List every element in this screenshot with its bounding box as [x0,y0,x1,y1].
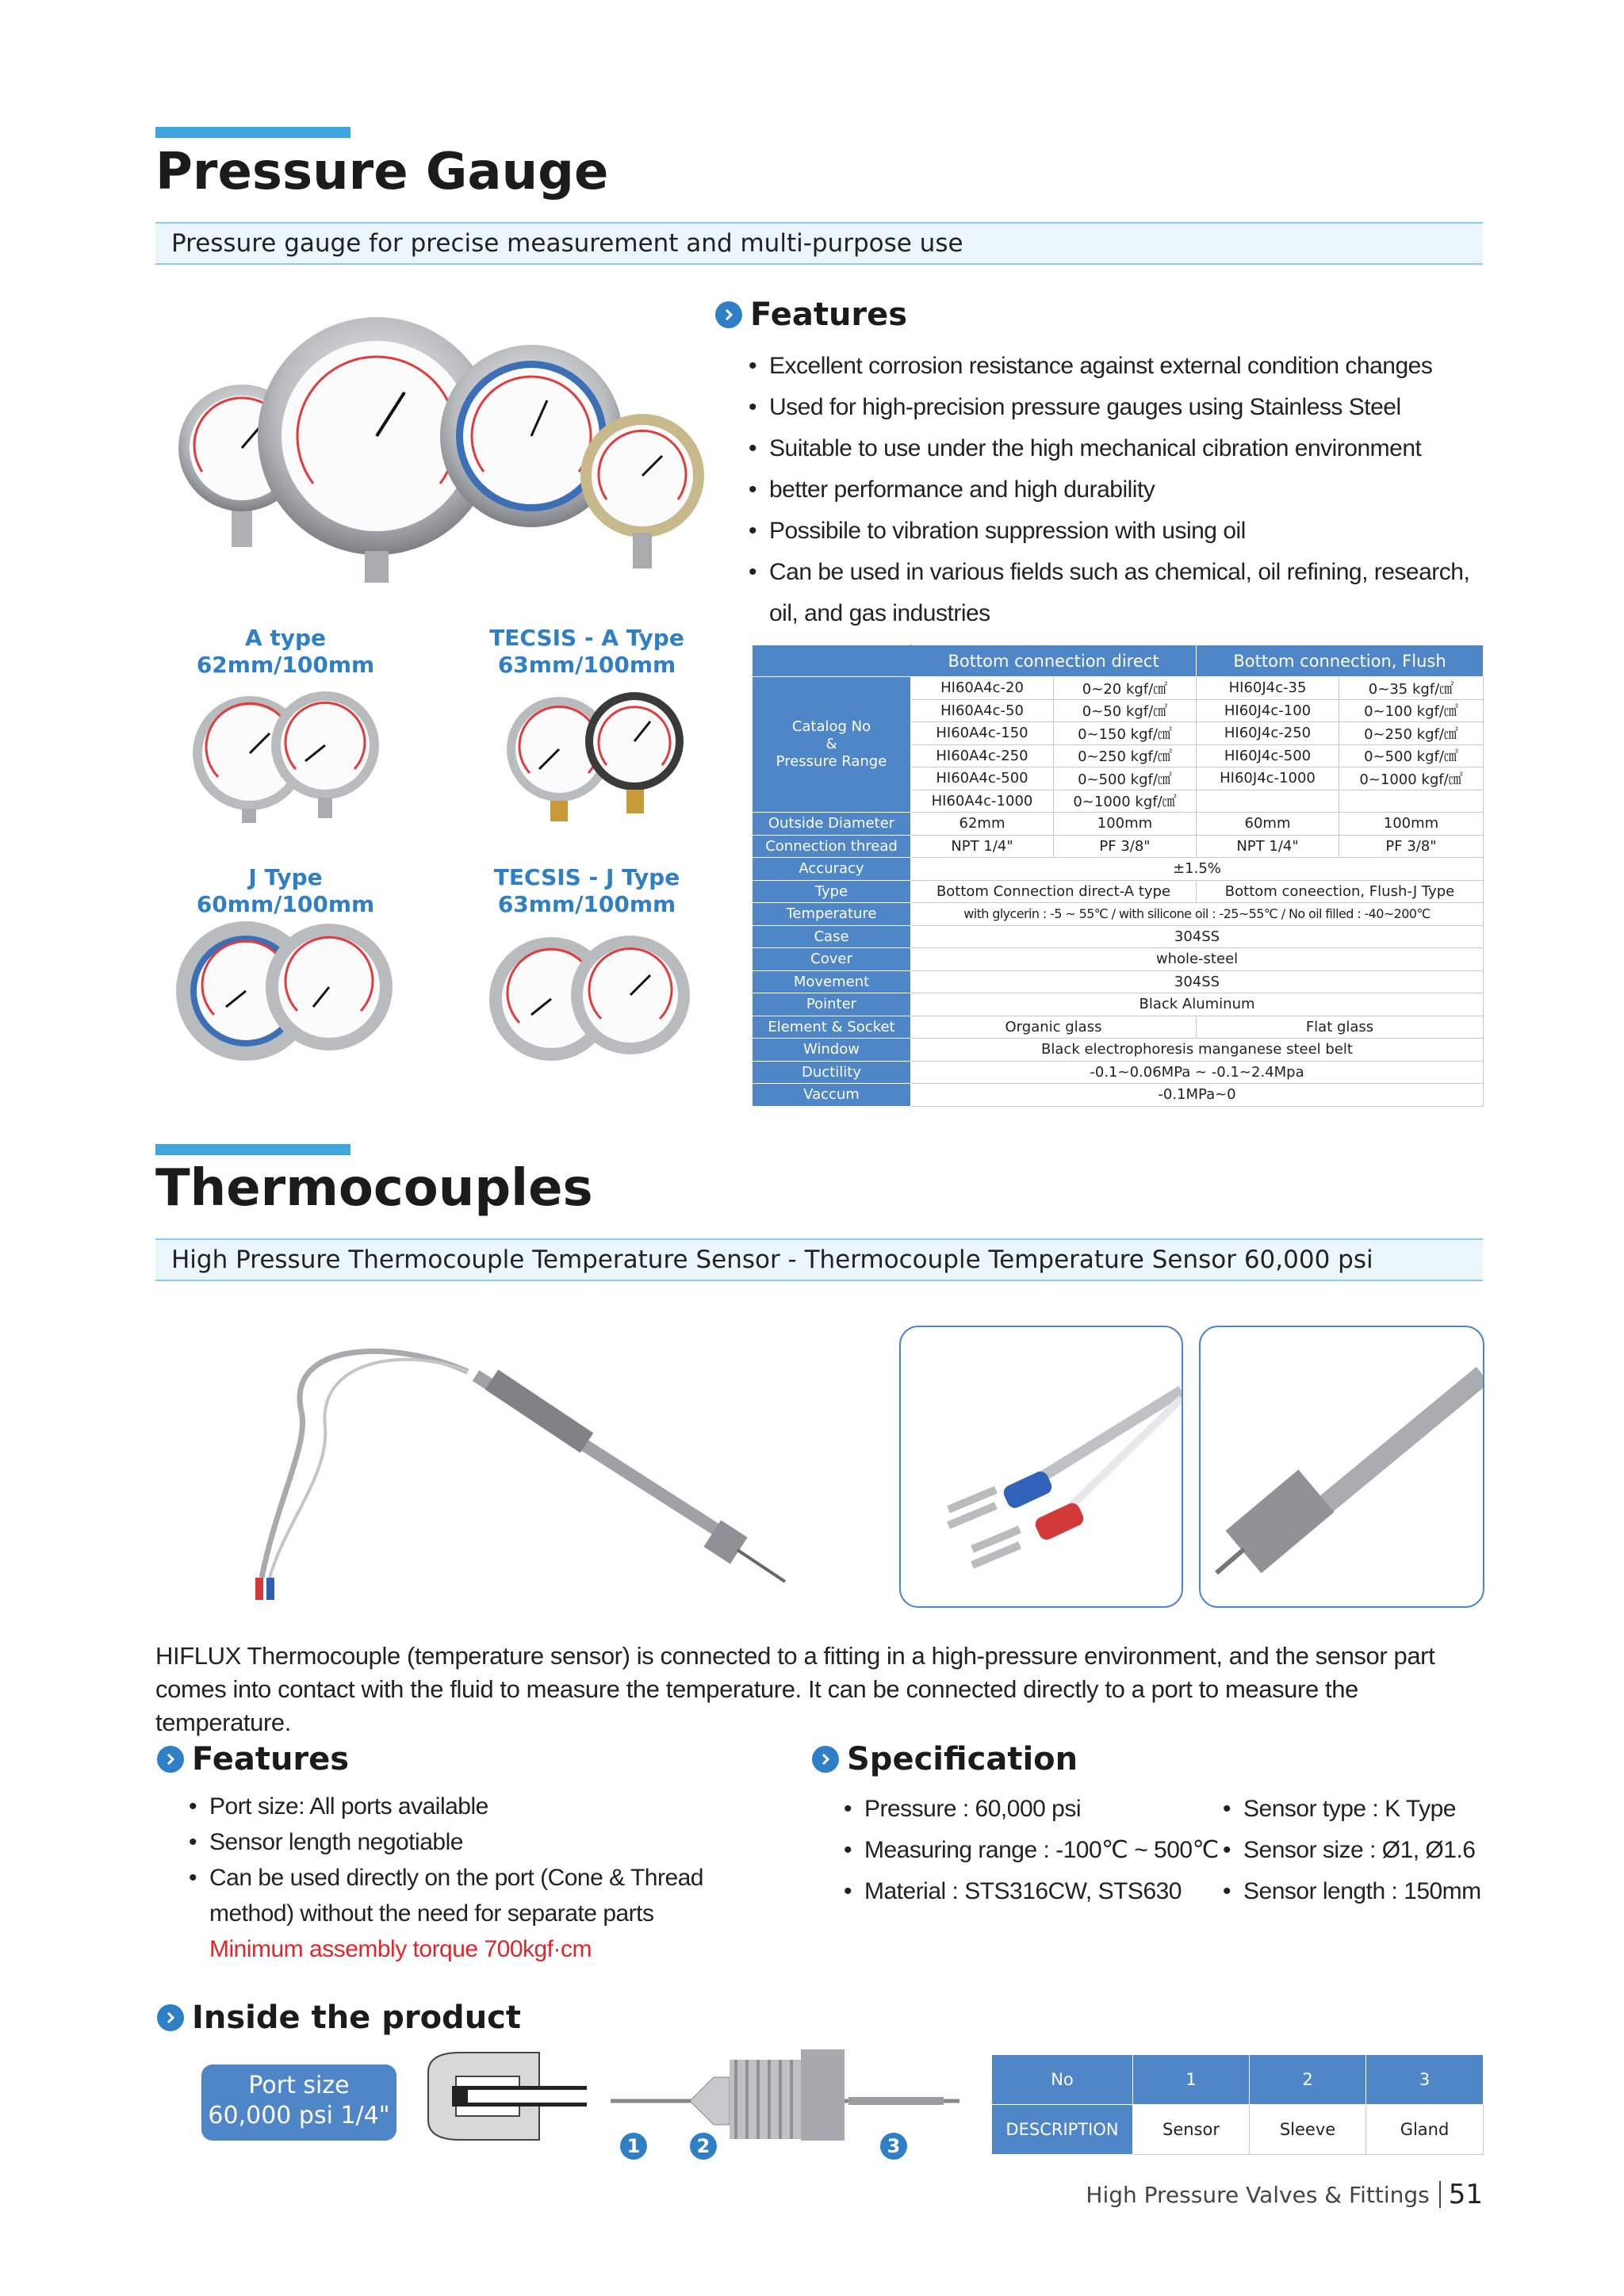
table-cell: Flat glass [1197,1016,1484,1039]
table-cell: Sensor [1133,2105,1250,2155]
list-item: • Can be used directly on the port (Cone & Thread method) without the need for separate parts Minimum assembly torque 700kgf·cm [189,1860,791,1967]
table-cell: Organic glass [911,1016,1197,1039]
list-item: • Can be used in various fields such as chemical, oil refining, research, oil, and gas industries [749,552,1486,634]
footer-divider [1439,2181,1441,2208]
page-footer [1086,2179,1483,2210]
list-item: • Measuring range : -100℃ ~ 500℃ [844,1830,1224,1871]
part-number-badge: 2 [690,2133,717,2160]
table-cell: 0~20 kgf/㎠ [1054,677,1197,700]
thermo-spec-heading: Specification [812,1741,1078,1777]
table-cell: HI60A4c-20 [911,677,1054,700]
thermo-title: Thermocouples [155,1159,593,1218]
thermo-description: HIFLUX Thermocouple (temperature sensor) is connected to a fitting in a high-pressure environment, and the sensor part comes into contact with the fluid to measure the temperature. It can be connected directly to a port to measure the temperature. [155,1642,1435,1736]
sensor-fitting-image [1201,1327,1483,1606]
column-header: Bottom connection, Flush [1197,645,1484,677]
gauge-label-tecsis-a-type: TECSIS - A Type 63mm/100mm [489,625,684,678]
chevron-right-icon [157,2004,184,2031]
list-item: • Pressure : 60,000 psi [844,1789,1224,1830]
row-label: Ductility [753,1061,911,1084]
gauge-label-tecsis-j-type: TECSIS - J Type 63mm/100mm [493,864,680,917]
pressure-features-list [749,346,1486,634]
table-cell [1339,790,1484,813]
thermo-features-list [189,1789,791,1967]
list-item: • better performance and high durability [749,469,1486,511]
chevron-right-icon [715,301,742,328]
table-cell: 0~1000 kgf/㎠ [1054,790,1197,813]
row-label: Pointer [753,993,911,1016]
table-cell: 304SS [911,970,1484,993]
thermo-features-heading: Features [157,1741,349,1777]
table-cell: Gland [1366,2105,1484,2155]
table-cell: 100mm [1054,813,1197,836]
table-cell: -0.1MPa~0 [911,1084,1484,1107]
pressure-subtitle: Pressure gauge for precise measurement and multi-purpose use [155,222,1483,265]
pressure-features-heading: Features [715,297,907,333]
thermo-subtitle: High Pressure Thermocouple Temperature Sensor - Thermocouple Temperature Sensor 60,000 psi [155,1238,1483,1281]
pressure-gauge-group-photo [167,317,706,587]
table-cell: 0~50 kgf/㎠ [1054,699,1197,722]
table-cell: 60mm [1197,813,1339,836]
row-label: Case [753,925,911,948]
column-header: 1 [1133,2055,1250,2105]
chevron-right-icon [157,1746,184,1773]
part-number-badge: 3 [880,2133,907,2160]
fitting-cutaway-drawing [420,2049,587,2144]
list-item: • Suitable to use under the high mechanical cibration environment [749,428,1486,469]
table-cell: 0~35 kgf/㎠ [1339,677,1484,700]
table-cell: 0~500 kgf/㎠ [1339,744,1484,767]
row-label: Type [753,880,911,903]
list-item: • Port size: All ports available [189,1789,791,1824]
list-item: • Possibile to vibration suppression with using oil [749,511,1486,552]
list-item: • Material : STS316CW, STS630 [844,1871,1224,1912]
list-item: • Sensor length : 150mm [1223,1871,1484,1912]
list-item: • Sensor type : K Type [1223,1789,1484,1830]
table-cell: 0~150 kgf/㎠ [1054,722,1197,745]
table-cell: NPT 1/4" [911,835,1054,858]
footer-text: High Pressure Valves & Fittings [1086,2181,1430,2208]
thermo-accent-bar [155,1144,350,1155]
tecsis-j-type-gauge-photo [484,928,698,1070]
thermocouple-photo [238,1316,809,1609]
column-header: 3 [1366,2055,1484,2105]
table-cell: 62mm [911,813,1054,836]
list-item: • Sensor length negotiable [189,1824,791,1860]
table-cell: 0~500 kgf/㎠ [1054,767,1197,790]
torque-note: Minimum assembly torque 700kgf·cm [209,1936,592,1962]
row-label: Outside Diameter [753,813,911,836]
table-cell: ±1.5% [911,858,1484,881]
table-cell: NPT 1/4" [1197,835,1339,858]
table-cell: HI60J4c-1000 [1197,767,1339,790]
row-label: Accuracy [753,858,911,881]
table-cell: HI60A4c-1000 [911,790,1054,813]
table-cell: with glycerin : -5 ~ 55℃ / with silicone oil : -25~55℃ / No oil filled : -40~200℃ [911,903,1484,926]
page-number: 51 [1448,2179,1483,2210]
column-header: 2 [1250,2055,1366,2105]
table-cell: HI60A4c-500 [911,767,1054,790]
table-cell: 0~250 kgf/㎠ [1339,722,1484,745]
inside-product-heading: Inside the product [157,1999,521,2036]
table-cell: Bottom Connection direct-A type [911,880,1197,903]
table-cell: Bottom coneection, Flush-J Type [1197,880,1484,903]
a-type-gauge-photo [186,690,385,825]
table-cell: 0~100 kgf/㎠ [1339,699,1484,722]
row-label: Temperature [753,903,911,926]
chevron-right-icon [812,1746,839,1773]
j-type-gauge-photo [174,912,396,1070]
table-cell: Sleeve [1250,2105,1366,2155]
thermocouple-detail-photo-2 [1199,1326,1484,1608]
table-cell: -0.1~0.06MPa ~ -0.1~2.4Mpa [911,1061,1484,1084]
thermocouple-detail-photo-1 [899,1326,1183,1608]
column-header: Bottom connection direct [911,645,1197,677]
parts-table [991,2054,1484,2155]
table-cell: 304SS [911,925,1484,948]
row-label: Movement [753,970,911,993]
tecsis-a-type-gauge-photo [492,690,690,825]
list-item: • Excellent corrosion resistance against external condition changes [749,346,1486,387]
table-cell: Black Aluminum [911,993,1484,1016]
terminal-connector-image [901,1327,1182,1606]
table-cell: 100mm [1339,813,1484,836]
pressure-accent-bar [155,127,350,138]
table-cell: HI60A4c-50 [911,699,1054,722]
table-cell: whole-steel [911,948,1484,971]
table-cell: HI60A4c-150 [911,722,1054,745]
list-item: • Used for high-precision pressure gauges using Stainless Steel [749,387,1486,428]
thermo-spec-left-list [844,1789,1224,1912]
table-cell [1197,790,1339,813]
gauge-label-j-type: J Type 60mm/100mm [196,864,375,917]
part-number-badge: 1 [620,2133,647,2160]
table-cell: Black electrophoresis manganese steel belt [911,1039,1484,1062]
row-label: Element & Socket [753,1016,911,1039]
exploded-parts-drawing [611,2045,959,2149]
pressure-spec-table [752,645,1484,1107]
row-label-catalog: Catalog No & Pressure Range [753,677,911,813]
table-cell: HI60J4c-35 [1197,677,1339,700]
row-label: Vaccum [753,1084,911,1107]
column-header: No [992,2055,1133,2105]
table-cell: PF 3/8" [1339,835,1484,858]
gauge-label-a-type: A type 62mm/100mm [196,625,375,678]
table-cell: HI60J4c-100 [1197,699,1339,722]
table-cell: HI60A4c-250 [911,744,1054,767]
pressure-title: Pressure Gauge [155,143,609,201]
list-item: • Sensor size : Ø1, Ø1.6 [1223,1830,1484,1871]
table-cell: PF 3/8" [1054,835,1197,858]
table-cell: 0~250 kgf/㎠ [1054,744,1197,767]
thermo-spec-right-list [1223,1789,1484,1912]
row-label: Cover [753,948,911,971]
table-cell: HI60J4c-250 [1197,722,1339,745]
port-size-badge: Port size 60,000 psi 1/4" [201,2064,396,2141]
table-cell: 0~1000 kgf/㎠ [1339,767,1484,790]
table-cell: HI60J4c-500 [1197,744,1339,767]
row-label: Window [753,1039,911,1062]
row-label: Connection thread [753,835,911,858]
row-label: DESCRIPTION [992,2105,1133,2155]
